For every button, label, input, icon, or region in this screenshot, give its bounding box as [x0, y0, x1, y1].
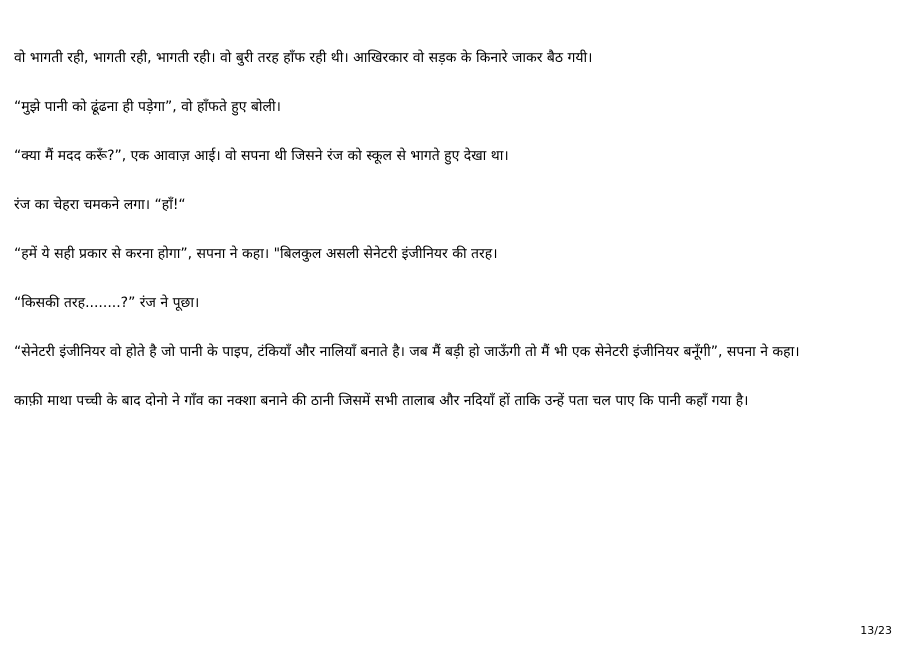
story-text — [14, 46, 894, 438]
story-paragraph: “हमें ये सही प्रकार से करना होगा”, सपना ने कहा। "बिलकुल असली सेनेटरी इंजीनियर की तरह। — [14, 246, 498, 262]
story-paragraph: “क्या मैं मदद करूँ?”, एक आवाज़ आई। वो सपना थी जिसने रंज को स्कूल से भागते हुए देखा था। — [14, 148, 509, 164]
story-paragraph: “किसकी तरह........?” रंज ने पूछा। — [14, 295, 200, 311]
story-paragraph: वो भागती रही, भागती रही, भागती रही। वो बुरी तरह हाँफ रही थी। आखिरकार वो सड़क के किनारे जाकर बैठ गयी। — [14, 50, 593, 66]
story-paragraph: रंज का चेहरा चमकने लगा। “हाँ!“ — [14, 197, 186, 213]
story-paragraph: “मुझे पानी को ढूंढना ही पड़ेगा”, वो हाँफते हुए बोली। — [14, 99, 281, 115]
page-number: 13/23 — [860, 624, 892, 637]
story-paragraph: “सेनेटरी इंजीनियर वो होते है जो पानी के पाइप, टंकियाँ और नालियाँ बनाते है। जब मैं बड़ी हो जाऊँगी तो मैं भी एक सेनेटरी इंजीनियर बनूँगी”, सपना ने कहा। — [14, 344, 800, 360]
story-paragraph: काफ़ी माथा पच्ची के बाद दोनो ने गाँव का नक्शा बनाने की ठानी जिसमें सभी तालाब और नदियाँ हों ताकि उन्हें पता चल पाए कि पानी कहाँ गया है। — [14, 393, 749, 409]
